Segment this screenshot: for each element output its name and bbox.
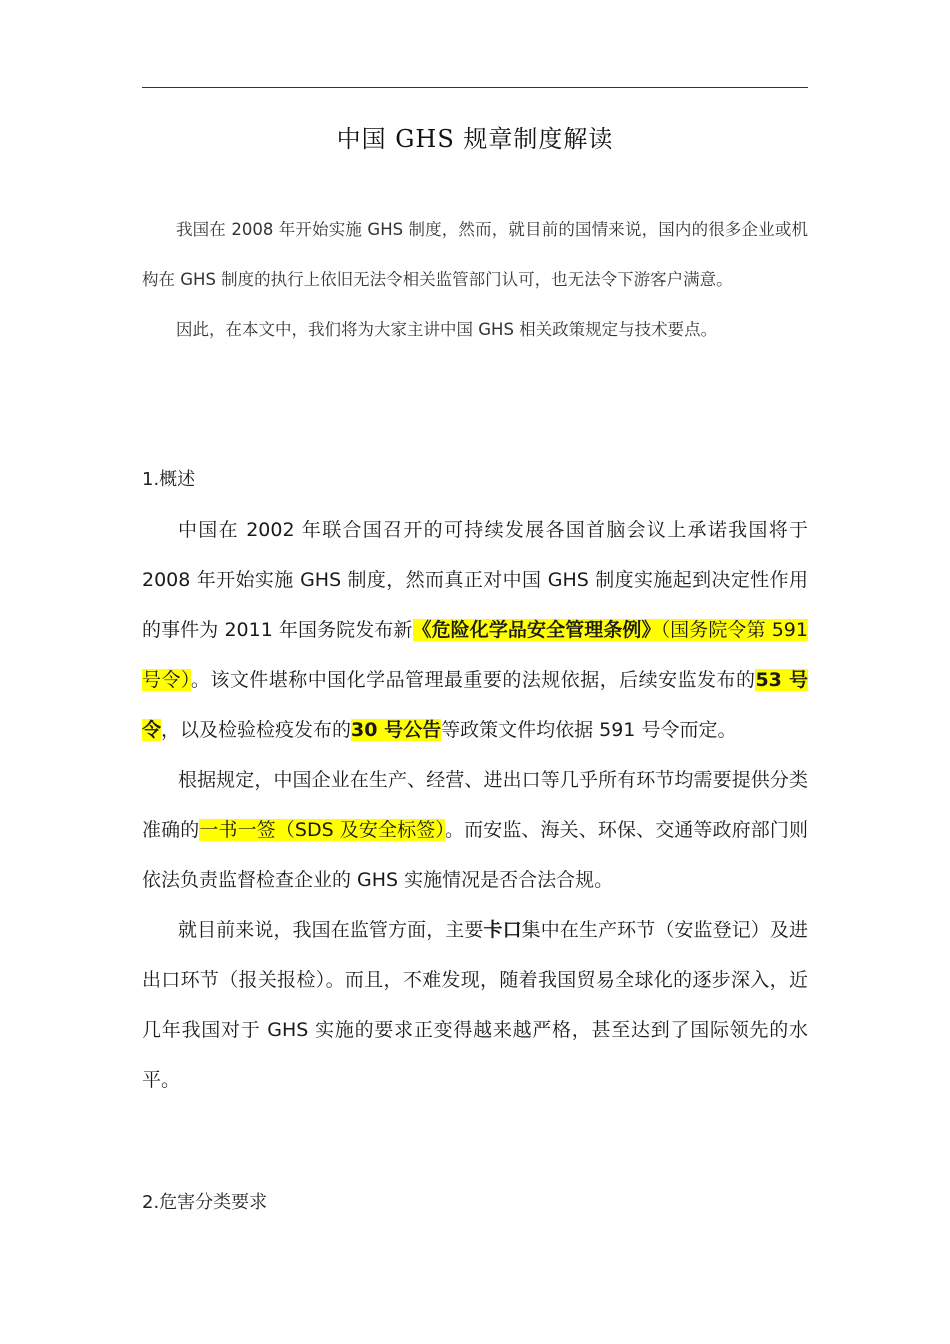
section-1-paragraph-2 <box>142 755 808 905</box>
section-1-body <box>142 505 808 1105</box>
intro-paragraph-1: 我国在 2008 年开始实施 GHS 制度，然而，就目前的国情来说，国内的很多企业或机构在 GHS 制度的执行上依旧无法令相关监管部门认可，也无法令下游客户满意。 <box>142 220 808 289</box>
section-1-paragraph-1 <box>142 505 808 755</box>
text-run: 就目前来说，我国在监管方面，主要 <box>178 919 484 941</box>
intro-paragraph-2: 因此，在本文中，我们将为大家主讲中国 GHS 相关政策规定与技术要点。 <box>176 320 718 339</box>
text-run: 集中在生产环节（安监登记）及进出口环节（报关报检）。而且，不难发现，随着我国贸易全球化的逐步深入，近几年我国对于 GHS 实施的要求正变得越来越严格，甚至达到了国际领先的水平。 <box>142 919 808 1091</box>
text-run: 。该文件堪称中国化学品管理最重要的法规依据，后续安监发布的 <box>190 669 756 691</box>
text-run: 中国在 2002 年联合国召开的可持续发展各国首脑会议上承诺我国将于 2008 年开始实施 GHS 制度，然而真正对中国 GHS 制度实施起到决定性作用的事件为 2011 年国务院发布新 <box>142 519 808 641</box>
highlight-notice-30: 30 号公告 <box>351 719 442 741</box>
section-1-paragraph-3 <box>142 905 808 1105</box>
text-run: 根据规定，中国企业在生产、经营、进出口等几乎所有环节均需要提供分类准确的 <box>142 769 808 841</box>
highlight-sds-label: 一书一签（SDS 及安全标签） <box>199 819 445 841</box>
section-1-heading: 1.概述 <box>142 469 196 490</box>
highlight-decree-number: （国务院令第 591 号令） <box>142 619 808 691</box>
header-rule <box>142 87 808 88</box>
section-2-heading: 2.危害分类要求 <box>142 1192 268 1213</box>
text-run: 。而安监、海关、环保、交通等政府部门则依法负责监督检查企业的 GHS 实施情况是否合法合规。 <box>142 819 808 891</box>
highlight-regulation-title: 《危险化学品安全管理条例》 <box>412 619 661 641</box>
bold-checkpoint: 卡口 <box>483 919 522 941</box>
text-run: 等政策文件均依据 591 号令而定。 <box>441 719 737 741</box>
text-run: ，以及检验检疫发布的 <box>161 719 352 741</box>
document-title: 中国 GHS 规章制度解读 <box>336 125 614 153</box>
intro-section <box>142 205 808 355</box>
highlight-order-53: 53 号令 <box>142 669 808 741</box>
